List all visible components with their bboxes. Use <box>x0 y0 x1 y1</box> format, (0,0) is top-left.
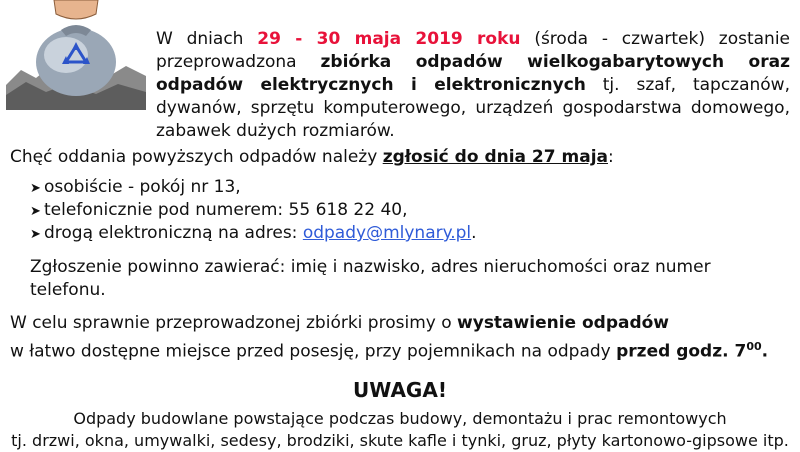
collection-type: zbiórka odpadów wielkogabarytowych oraz odpadów elektrycznych i elektronicznych <box>156 52 790 95</box>
list-item: ➤ osobiście - pokój nr 13, <box>30 176 241 200</box>
content-line: telefonu. <box>30 280 106 300</box>
arrow-bullet-icon: ➤ <box>30 204 41 219</box>
arrow-bullet-icon: ➤ <box>30 181 41 196</box>
warning-line: Odpady budowlane powstające podczas budowy, demontażu i prac remontowych <box>73 409 727 428</box>
collection-dates: 29 - 30 maja 2019 roku <box>257 29 521 49</box>
content-line: Zgłoszenie powinno zawierać: imię i nazwisko, adres nieruchomości oraz numer <box>30 257 711 277</box>
list-item: ➤ drogą elektroniczną na adres: odpady@mlynary.pl. <box>30 222 477 246</box>
warning-title: UWAGA! <box>353 378 447 402</box>
list-item: ➤ telefonicznie pod numerem: 55 618 22 40, <box>30 199 408 223</box>
warning-line: tj. drzwi, okna, umywalki, sedesy, brodziki, skute kafle i tynki, gruz, płyty kartonowo-gipsowe itp. <box>11 431 789 450</box>
email-link[interactable]: odpady@mlynary.pl <box>302 223 472 243</box>
arrow-bullet-icon: ➤ <box>30 227 41 242</box>
recycling-bag-icon <box>6 0 146 110</box>
report-deadline: zgłosić do dnia 27 maja <box>382 147 608 167</box>
report-paragraph: Chęć oddania powyższych odpadów należy zgłosić do dnia 27 maja: <box>10 147 614 167</box>
request-paragraph: W celu sprawnie przeprowadzonej zbiórki prosimy o wystawienie odpadów w łatwo dostępne miejsce przed posesję, przy pojemnikach na odpady przed godz. $7^{00}$. <box>10 313 769 362</box>
intro-paragraph: W dniach 29 - 30 maja 2019 roku (środa - czwartek) zostanie przeprowadzona zbiórka odpadów wielkogabarytowych oraz odpadów elektrycznych i elektronicznych tj. szaf, tapczanów, dywanów, sprzętu komputerowego, urządzeń gospodarstwa domowego, zabawek dużych rozmiarów. <box>156 29 790 141</box>
